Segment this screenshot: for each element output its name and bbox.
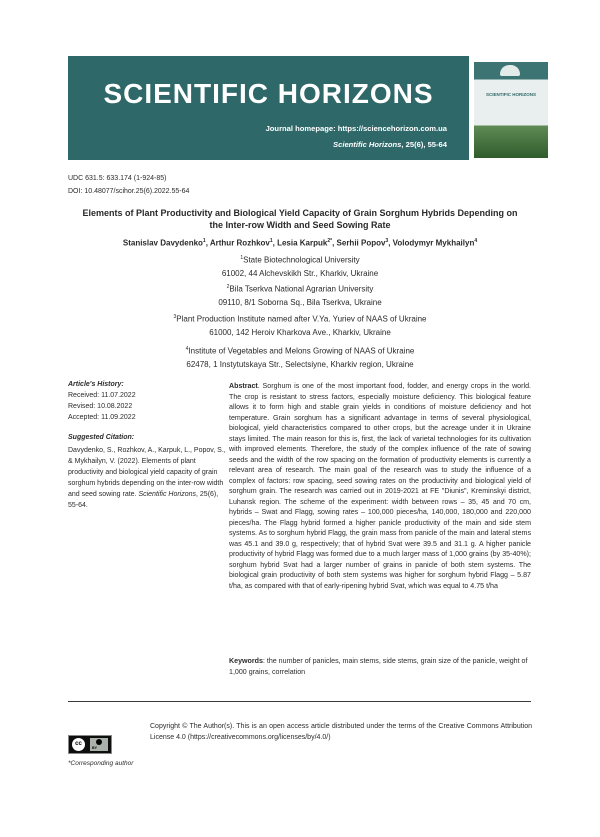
author-sup: 4 xyxy=(474,238,478,244)
journal-homepage[interactable]: Journal homepage: https://sciencehorizon.com.ua xyxy=(265,124,447,133)
keywords xyxy=(229,656,531,677)
affiliation-1 xyxy=(100,252,500,280)
copyright-notice: Copyright © The Author(s). This is an open access article distributed under the terms of the Creative Commons Attribution License 4.0 (https://creativecommons.org/licenses/by/4.0/) xyxy=(150,723,532,741)
cover-title: SCIENTIFIC HORIZONS xyxy=(485,92,536,97)
affiliation-address: 09110, 8/1 Soborna Sq., Bila Tserkva, Ukraine xyxy=(218,297,382,307)
history-heading: Article's History: xyxy=(68,381,124,388)
author-list xyxy=(68,238,532,248)
keywords-text: : the number of panicles, main stems, side stems, grain size of the panicle, weight of 1,000 grains, correlation xyxy=(229,657,528,676)
author-sup: 3 xyxy=(385,238,389,244)
revised-date: Revised: 10.08.2022 xyxy=(68,403,133,410)
author-sup: 2* xyxy=(327,238,333,244)
author-sup: 1 xyxy=(202,238,206,244)
received-date: Received: 11.07.2022 xyxy=(68,392,136,399)
article-identifiers xyxy=(68,172,189,198)
journal-banner xyxy=(68,56,469,160)
author-sep: , xyxy=(332,238,337,248)
affiliation-2 xyxy=(100,281,500,309)
author-sep: , xyxy=(205,238,210,248)
journal-cover-image xyxy=(474,62,548,158)
udc-code: UDC 631.5: 633.174 (1-924-85) xyxy=(68,175,167,182)
affiliation-4 xyxy=(100,343,500,371)
affiliation-sup: 1 xyxy=(240,255,244,261)
corresponding-author-note: *Corresponding author xyxy=(68,760,134,767)
author-name: Serhii Popov xyxy=(336,238,386,248)
affiliation-sup: 2 xyxy=(226,284,230,290)
affiliation-name: Bila Tserkva National Agrarian University xyxy=(229,284,374,294)
abstract-label: Abstract xyxy=(229,382,258,390)
affiliation-name: State Biotechnological University xyxy=(243,255,360,265)
author-name: Stanislav Davydenko xyxy=(122,238,203,248)
accepted-date: Accepted: 11.09.2022 xyxy=(68,414,136,421)
journal-citation-volume: , 25(6), 55-64 xyxy=(401,140,447,149)
author-name: Volodymyr Mykhailyn xyxy=(392,238,475,248)
journal-citation xyxy=(68,140,447,149)
article-title: Elements of Plant Productivity and Biological Yield Capacity of Grain Sorghum Hybrids Depending on the Inter-row Width and Seed Sowing Rate xyxy=(82,208,518,230)
cover-logo-icon xyxy=(500,65,520,76)
journal-name: SCIENTIFIC HORIZONS xyxy=(103,78,434,109)
citation-journal: Scientific Horizons xyxy=(138,491,197,498)
author-name: Arthur Rozhkov xyxy=(209,238,270,248)
abstract-text: . Sorghum is one of the most important food, fodder, and energy crops in the world. The crop is resistant to stress factors, especially moisture deficiency. This biological feature allows it to form high and stable grain yields in conditions of moisture deficiency and hot temperature. Grain sorghum has a significant advantage in terms of several physiological, biological, yield characteristics compared to other crops, but the acreage under it in Ukraine stays limited. The main reason for this is, first, the lack of varietal technologies for its cultivation with improved elements. Therefore, the study of the complex influence of the rate of sowing seeds and the width of the row spacing on the formation of productivity elements is currently a relevant area of research. The main goal of the research was to study the influence of a complex of factors: row spacing, seed sowing rates on the productivity and biological yield of sorghum grain. The research was carried out in 2019-2021 at FE "Diunis", Kreminskyi district, Luhansk region. The scheme of the experiment: width between rows – 35, 45 and 70 cm, hybrids – Swat and Flagg, sowing rates – 100,000 pieces/ha, 140,000, 180,000 and 220,000 pieces/ha. The Flagg hybrid formed a higher panicle productivity of the main and side stem systems. As to sorghum hybrid Flagg, the grain mass from panicle of the main and lateral stems was 45.1 and 39.0 g, respectively; that of hybrid Svat were 39.5 and 31.1 g. A higher panicle productivity of hybrid Flagg was formed due to a much larger mass of 1,000 grains (by 35-40%); sorghum hybrid Svat had a larger number of grains in panicle of both stem systems. The biological grain productivity of both stem systems was higher for sorghum hybrid Flagg – 5.87 t/ha, as compared with that of early-ripening hybrid Svat, which was equal to 4.75 t/ha xyxy=(229,382,531,590)
footer-divider xyxy=(68,701,531,702)
author-sup: 1 xyxy=(269,238,273,244)
citation-end: , 25(6), 55-64. xyxy=(68,491,219,509)
suggested-citation xyxy=(68,445,226,511)
abstract xyxy=(229,381,531,591)
affiliation-sup: 3 xyxy=(173,314,177,320)
doi[interactable]: DOI: 10.48077/scihor.25(6).2022.55-64 xyxy=(68,188,190,195)
affiliation-name: Institute of Vegetables and Melons Growing of NAAS of Ukraine xyxy=(188,346,415,356)
by-icon xyxy=(90,738,108,751)
affiliation-address: 61000, 142 Heroiv Kharkova Ave., Kharkiv, Ukraine xyxy=(209,327,391,337)
article-sidebar xyxy=(68,379,226,511)
author-sep: , xyxy=(388,238,393,248)
affiliation-name: Plant Production Institute named after V.Ya. Yuriev of NAAS of Ukraine xyxy=(176,314,427,324)
affiliation-3 xyxy=(100,311,500,339)
by-label: BY xyxy=(92,746,97,750)
cc-icon: cc xyxy=(72,738,85,751)
cc-by-license-badge[interactable] xyxy=(68,735,112,754)
keywords-label: Keywords xyxy=(229,657,263,665)
citation-heading: Suggested Citation: xyxy=(68,434,135,441)
author-name: Lesia Karpuk xyxy=(277,238,328,248)
journal-citation-name: Scientific Horizons xyxy=(333,140,402,149)
citation-text: Davydenko, S., Rozhkov, A., Karpuk, L., Popov, S., & Mykhailyn, V. (2022). Elements of plant productivity and biological yield capacity of grain sorghum hybrids depending on the inter-row width and seed sowing rate. xyxy=(68,447,226,498)
affiliation-address: 61002, 44 Alchevskikh Str., Kharkiv, Ukraine xyxy=(221,268,379,278)
person-icon xyxy=(96,739,102,745)
affiliation-address: 62478, 1 Instytutskaya Str., Selectsiyne, Kharkiv region, Ukraine xyxy=(186,359,414,369)
affiliation-sup: 4 xyxy=(185,346,189,352)
author-sep: , xyxy=(272,238,278,248)
